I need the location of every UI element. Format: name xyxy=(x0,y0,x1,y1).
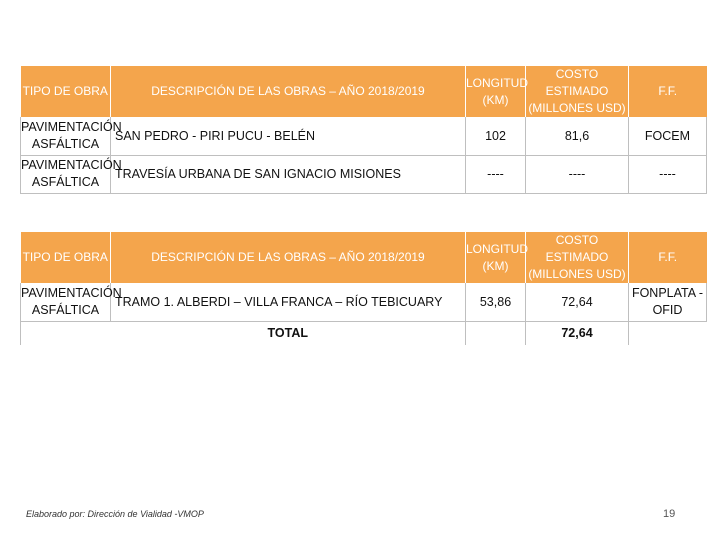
header-costo-line2: (MILLONES USD) xyxy=(528,267,626,281)
header-costo xyxy=(526,232,629,283)
header-costo-line1: COSTO ESTIMADO xyxy=(545,67,609,98)
header-ff: F.F. xyxy=(629,232,707,283)
footer-source: Elaborado por: Dirección de Vialidad -VMOP xyxy=(26,509,204,519)
cell-descripcion: SAN PEDRO - PIRI PUCU - BELÉN xyxy=(111,117,466,155)
header-descripcion: DESCRIPCIÓN DE LAS OBRAS – AÑO 2018/2019 xyxy=(111,232,466,283)
cell-tipo-line1: PAVIMENTACIÓN xyxy=(21,158,122,172)
header-tipo: TIPO DE OBRA xyxy=(21,66,111,117)
cell-longitud: ---- xyxy=(466,155,526,193)
cell-tipo xyxy=(21,117,122,155)
header-ff: F.F. xyxy=(629,66,707,117)
cell-ff: ---- xyxy=(629,155,707,193)
total-row xyxy=(21,321,707,345)
header-costo-line2: (MILLONES USD) xyxy=(528,101,626,115)
cell-longitud: 53,86 xyxy=(466,283,526,321)
cell-ff: FOCEM xyxy=(629,117,707,155)
header-descripcion: DESCRIPCIÓN DE LAS OBRAS – AÑO 2018/2019 xyxy=(111,66,466,117)
table-row xyxy=(21,155,707,193)
cell-ff-line1: FONPLATA - xyxy=(631,285,704,300)
cell-tipo-line1: PAVIMENTACIÓN xyxy=(21,119,122,134)
cell-ff xyxy=(629,283,707,321)
header-longitud-line2: (KM) xyxy=(482,258,509,273)
header-costo-line1: COSTO ESTIMADO xyxy=(545,233,609,264)
table-header-row xyxy=(21,66,707,117)
cell-tipo xyxy=(21,283,122,321)
cell-descripcion: TRAVESÍA URBANA DE SAN IGNACIO MISIONES xyxy=(111,155,466,193)
header-longitud xyxy=(466,66,529,117)
obras-table-1 xyxy=(20,66,707,194)
cell-costo: ---- xyxy=(526,155,629,193)
cell-longitud: 102 xyxy=(466,117,526,155)
cell-costo: 81,6 xyxy=(526,117,629,155)
total-label: TOTAL xyxy=(111,321,466,345)
cell-tipo-line2: ASFÁLTICA xyxy=(31,302,100,317)
header-longitud-line1: LONGITUD xyxy=(466,75,529,90)
header-longitud xyxy=(466,232,529,283)
cell-costo: 72,64 xyxy=(526,283,629,321)
header-costo xyxy=(526,66,629,117)
cell-tipo-line2: ASFÁLTICA xyxy=(31,175,100,189)
header-tipo: TIPO DE OBRA xyxy=(21,232,111,283)
total-longitud-blank xyxy=(466,321,526,345)
table-row xyxy=(21,283,707,321)
cell-tipo-line2: ASFÁLTICA xyxy=(31,136,100,151)
header-longitud-line2: (KM) xyxy=(482,92,509,107)
table-header-row xyxy=(21,232,707,283)
table-row xyxy=(21,117,707,155)
cell-ff-line2: OFID xyxy=(652,302,683,317)
header-longitud-line1: LONGITUD xyxy=(466,241,529,256)
obras-table-2 xyxy=(20,232,707,345)
cell-descripcion: TRAMO 1. ALBERDI – VILLA FRANCA – RÍO TEBICUARY xyxy=(111,283,466,321)
cell-tipo-line1: PAVIMENTACIÓN xyxy=(21,285,122,300)
cell-tipo xyxy=(21,155,122,193)
total-value: 72,64 xyxy=(526,321,629,345)
total-ff-blank xyxy=(629,321,707,345)
page-number: 19 xyxy=(663,508,676,520)
total-blank-cell xyxy=(21,321,111,345)
